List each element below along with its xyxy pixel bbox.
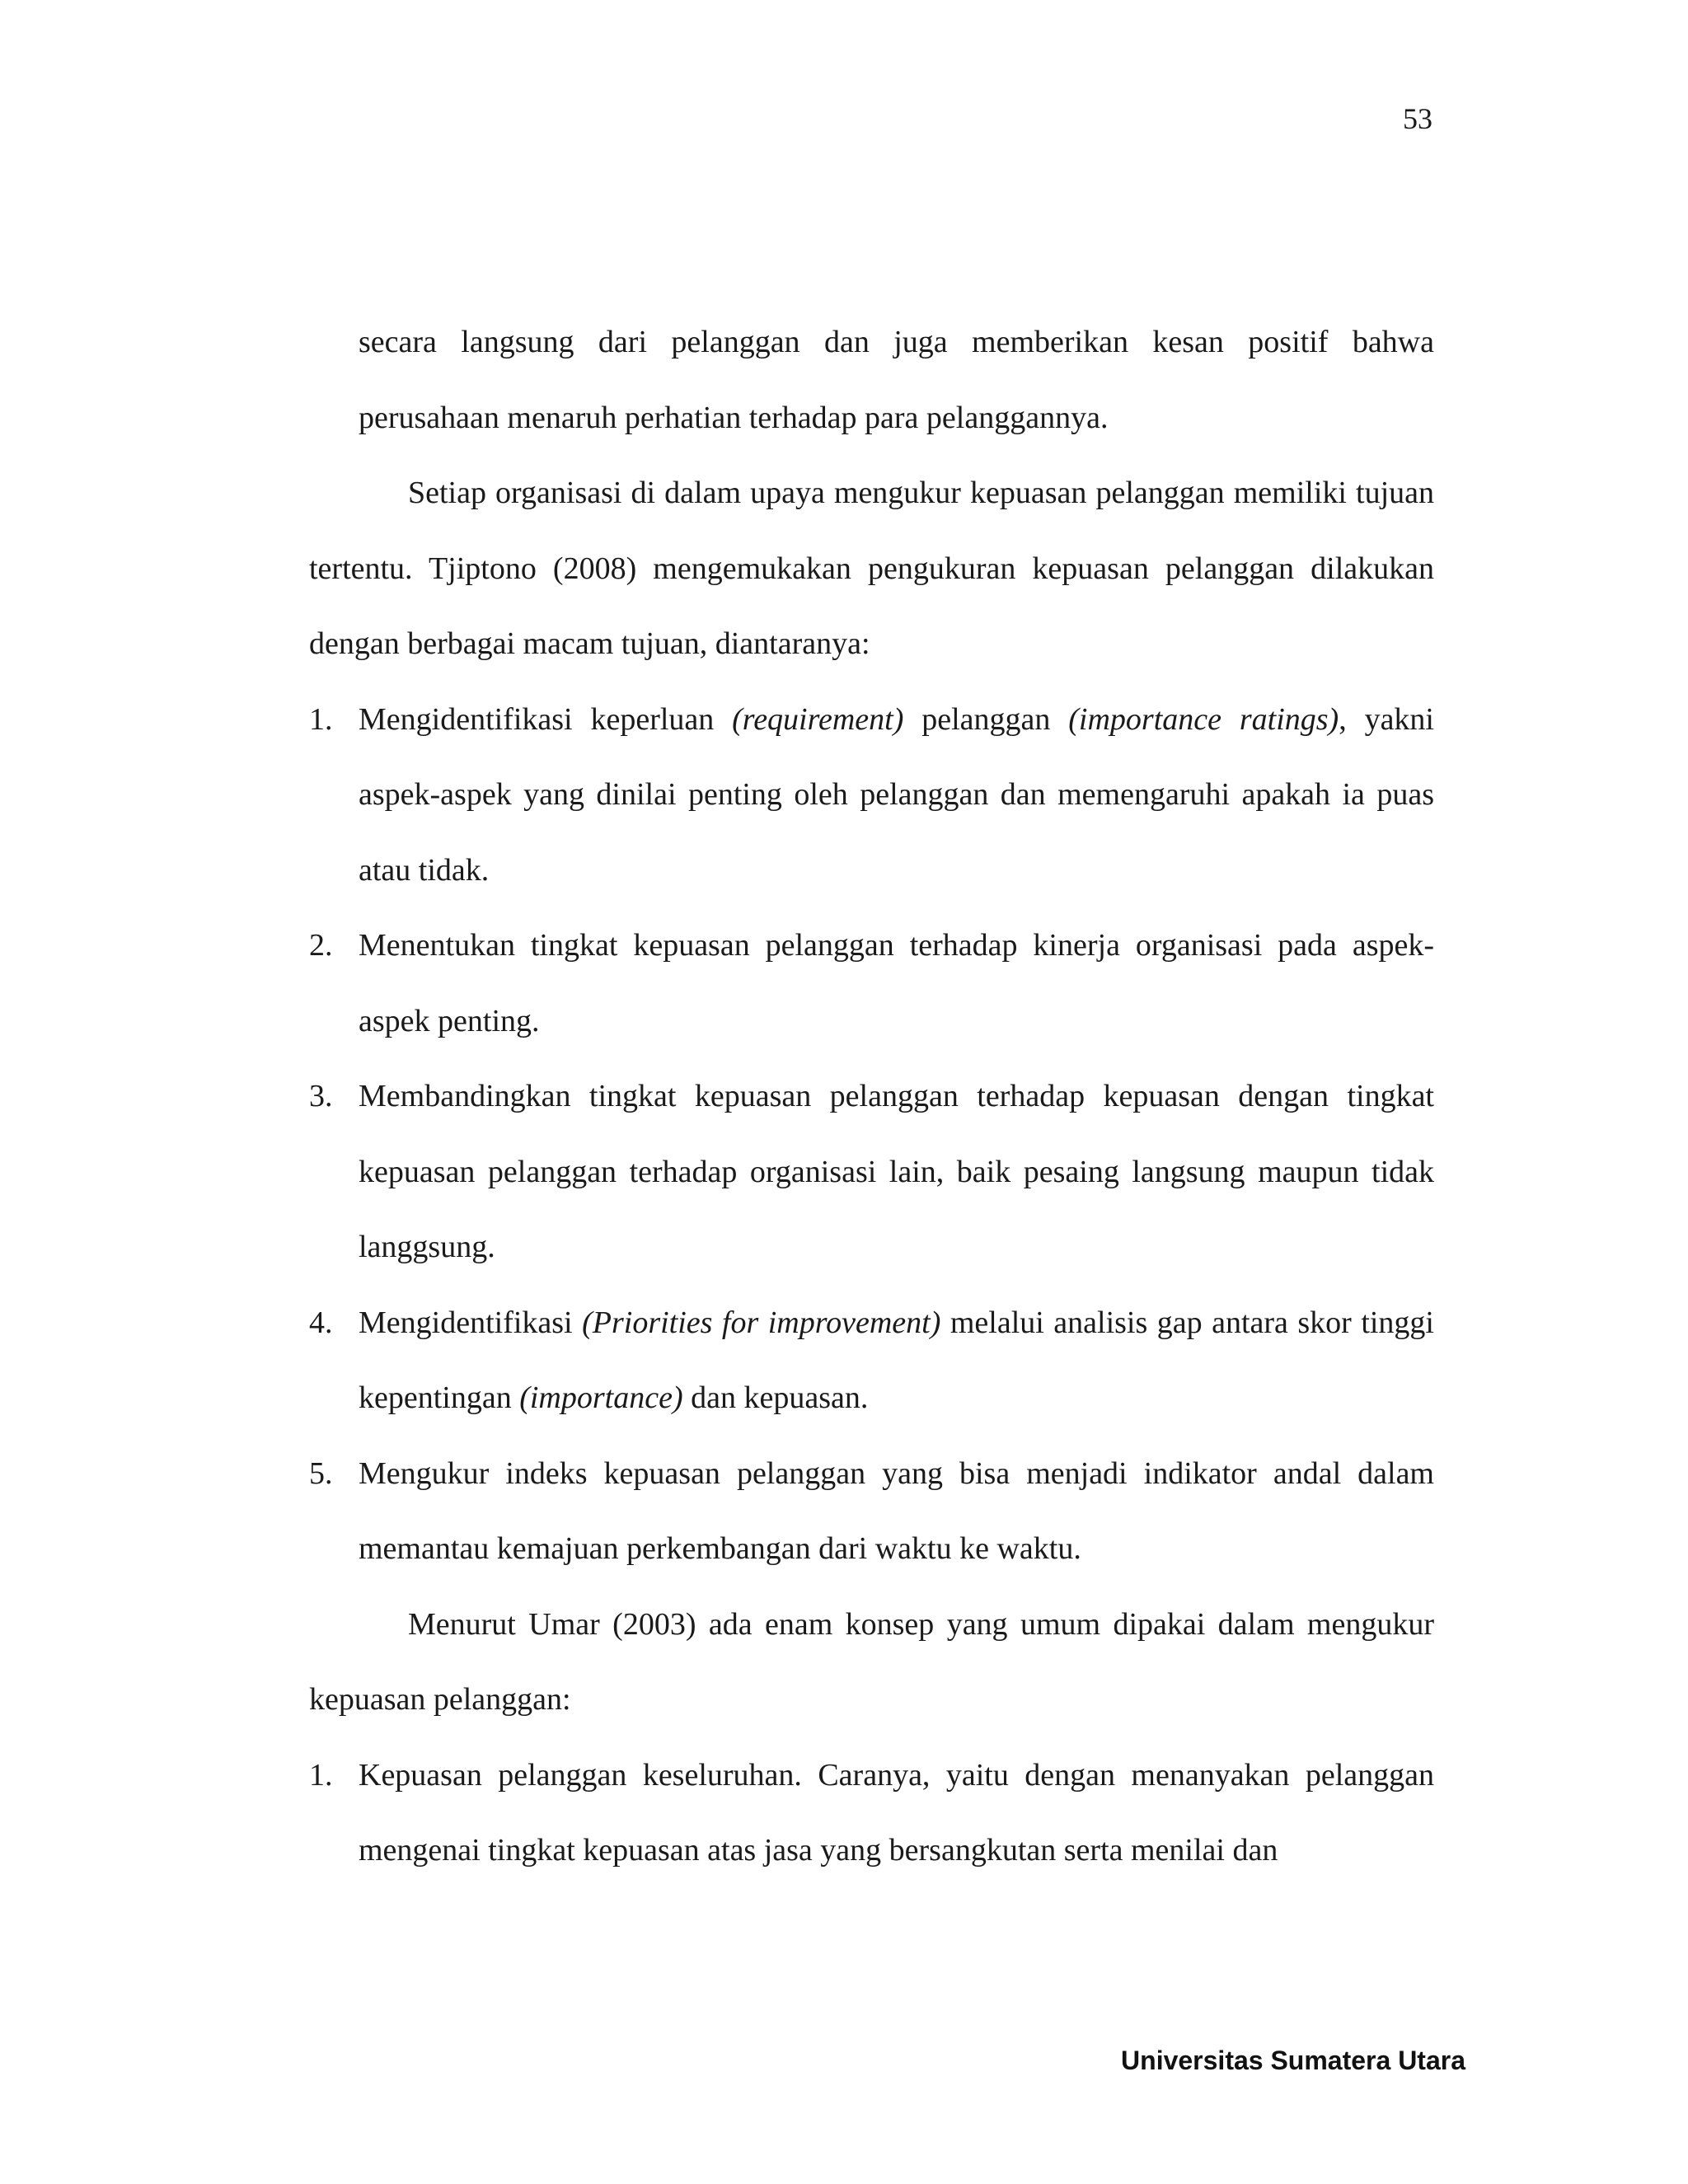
text-run: Kepuasan pelanggan keseluruhan. Caranya, yaitu dengan menanyakan pelanggan mengenai tingkat kepuasan atas jasa yang bersangkutan serta menilai dan [359,1757,1434,1868]
list-item [309,1286,1434,1436]
list-item-number: 4. [309,1305,333,1340]
text-run: Mengukur indeks kepuasan pelanggan yang bisa menjadi indikator andal dalam memantau kemajuan perkembangan dari waktu ke waktu. [359,1455,1434,1566]
list-item [309,1738,1434,1889]
text-run: Mengidentifikasi [359,1305,583,1340]
footer-university-name: Universitas Sumatera Utara [1121,2046,1465,2075]
list-tujuan-pengukuran [309,682,1434,1587]
italic-term: (importance) [519,1380,683,1415]
list-item-text [359,1758,1434,1868]
text-run: Menentukan tingkat kepuasan pelanggan terhadap kinerja organisasi pada aspek-aspek penting. [359,928,1434,1038]
italic-term: (importance ratings) [1068,701,1339,737]
list-item [309,1436,1434,1587]
paragraph-konsep-umar: Menurut Umar (2003) ada enam konsep yang umum dipakai dalam mengukur kepuasan pelanggan: [309,1606,1434,1717]
list-item-number: 1. [309,701,333,737]
list-item-number: 1. [309,1757,333,1793]
italic-term: (Priorities for improvement) [582,1305,941,1340]
text-run: dan kepuasan. [682,1380,869,1415]
text-run: melalui analisis gap antara skor tinggi kepentingan [359,1305,1434,1415]
list-item-text [359,1305,1434,1416]
list-item-text [359,928,1434,1038]
text-run: Mengidentifikasi keperluan [359,701,733,737]
list-item-number: 5. [309,1455,333,1491]
list-item [309,908,1434,1059]
list-item-text [359,702,1434,888]
text-run: , yakni aspek-aspek yang dinilai penting oleh pelanggan dan memengaruhi apakah ia puas atau tidak. [359,701,1434,888]
list-item [309,1059,1434,1286]
list-item-text [359,1456,1434,1567]
list-item-number: 3. [309,1079,333,1113]
page-number: 53 [1403,102,1432,135]
list-item [309,682,1434,909]
list-item-number: 2. [309,928,333,963]
text-run: pelanggan [903,701,1069,737]
list-item-text [359,1079,1434,1264]
paragraph-tujuan-pengukuran: Setiap organisasi di dalam upaya mengukur kepuasan pelanggan memiliki tujuan tertentu. Tjiptono (2008) mengemukakan pengukuran kepuasan pelanggan dilakukan dengan berbagai macam tujuan, diantaranya: [309,476,1434,661]
list-konsep-pengukuran [309,1738,1434,1889]
document-body [309,305,1434,1889]
text-run: Membandingkan tingkat kepuasan pelanggan terhadap kepuasan dengan tingkat kepuasan pelanggan terhadap organisasi lain, baik pesaing langsung maupun tidak langgsung. [359,1079,1434,1264]
paragraph-continuation: secara langsung dari pelanggan dan juga memberikan kesan positif bahwa perusahaan menaruh perhatian terhadap para pelanggannya. [359,325,1434,435]
italic-term: (requirement) [732,701,904,737]
